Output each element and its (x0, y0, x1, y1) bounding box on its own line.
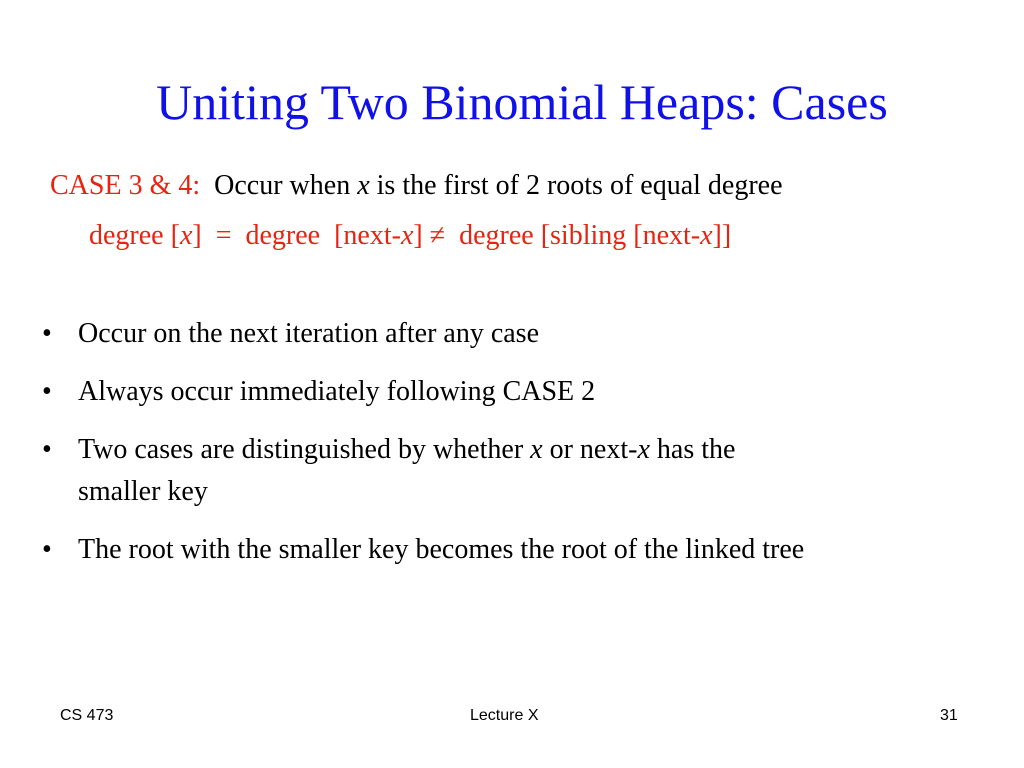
formula-var-3: x (700, 220, 713, 251)
bullet-3-part-2: or next- (542, 434, 638, 465)
footer-course: CS 473 (60, 707, 114, 724)
case-line (50, 168, 783, 204)
bullet-text: Occur on the next iteration after any case (78, 318, 540, 349)
bullet-text: Always occur immediately following CASE 2 (78, 376, 596, 407)
bullet-text: The root with the smaller key becomes the root of the linked tree (78, 534, 805, 565)
case-text-after: is the first of 2 roots of equal degree (369, 170, 783, 201)
case-var-x: x (357, 170, 370, 201)
bullet-dot: • (42, 434, 52, 465)
bullet-dot: • (42, 534, 52, 565)
bullet-dot: • (42, 318, 52, 349)
formula-var-2: x (400, 220, 414, 251)
bullet-3-var-2: x (637, 434, 650, 465)
degree-formula (89, 218, 731, 254)
bullet-dot: • (42, 376, 52, 407)
footer-page-number: 31 (940, 707, 958, 724)
formula-part-4: ]] (712, 220, 732, 251)
case-text-before: Occur when (214, 170, 358, 201)
bullet-text (78, 432, 735, 468)
bullet-3-var-1: x (530, 434, 543, 465)
formula-var-1: x (179, 220, 193, 251)
formula-part-2: ] = degree [next- (192, 220, 401, 251)
case-label: CASE 3 & 4: (50, 170, 201, 201)
footer-lecture: Lecture X (470, 707, 539, 724)
bullet-text: smaller key (78, 476, 208, 507)
formula-part-1: degree [ (89, 220, 180, 251)
bullet-3-part-3: has the (649, 434, 736, 465)
formula-part-3: ] ≠ degree [sibling [next- (413, 220, 701, 251)
bullet-3-part-1: Two cases are distinguished by whether (78, 434, 531, 465)
slide-title: Uniting Two Binomial Heaps: Cases (156, 74, 888, 130)
